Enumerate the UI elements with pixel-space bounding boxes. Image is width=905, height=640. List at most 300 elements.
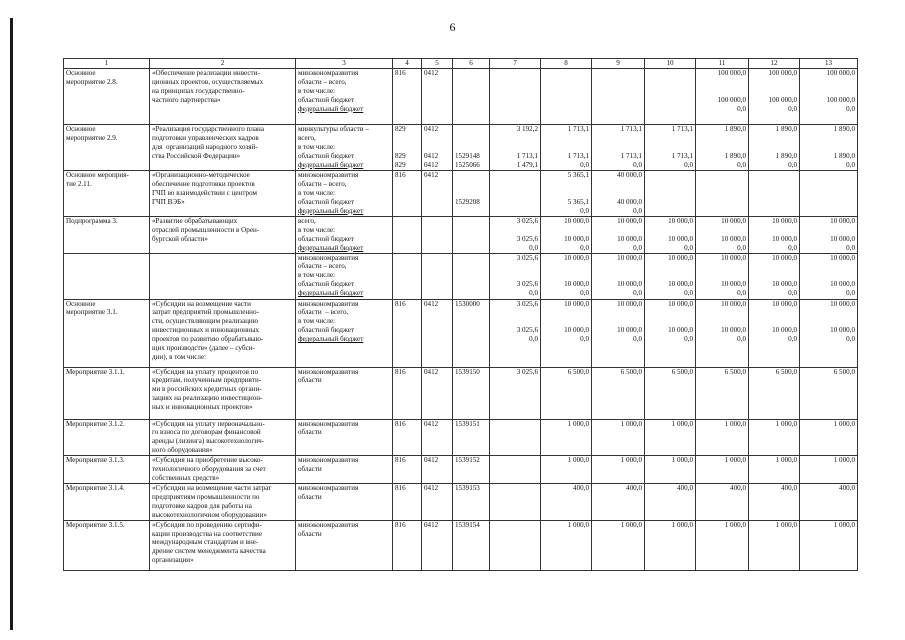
table-cell-col12 bbox=[749, 520, 800, 570]
cell-line: 0,0 bbox=[737, 243, 746, 252]
cell-line: 1 890,0 bbox=[724, 125, 746, 133]
cell-line: 1 000,0 bbox=[567, 520, 589, 529]
cell-line bbox=[455, 125, 487, 134]
cell-line bbox=[455, 189, 487, 198]
table-cell-col2 bbox=[150, 299, 296, 367]
table-cell-col7 bbox=[490, 253, 541, 299]
cell-line: 10 000,0 bbox=[830, 299, 855, 308]
cell-line: областной бюджет bbox=[298, 326, 355, 335]
cell-line: областной бюджет bbox=[298, 95, 355, 104]
table-cell-col11 bbox=[696, 253, 749, 299]
cell-line: «Субсидия на уплату процентов по bbox=[152, 367, 259, 376]
cell-line bbox=[455, 171, 487, 180]
table-cell-col11 bbox=[696, 217, 749, 254]
cell-line: области – всего, bbox=[298, 308, 349, 317]
cell-line bbox=[152, 254, 293, 263]
table-cell-col9 bbox=[592, 69, 645, 125]
cell-line bbox=[802, 134, 855, 143]
cell-line: 10 000,0 bbox=[772, 217, 797, 225]
table-cell-col5 bbox=[422, 69, 453, 125]
cell-line: 0,0 bbox=[846, 104, 855, 113]
cell-line: в том числе: bbox=[298, 142, 335, 151]
cell-line bbox=[594, 226, 642, 235]
cell-line: 3 025,6 bbox=[516, 326, 538, 335]
table-cell-col4 bbox=[393, 484, 422, 521]
cell-line: 0,0 bbox=[529, 289, 538, 298]
cell-line: 0,0 bbox=[580, 243, 589, 252]
cell-line: в том числе: bbox=[298, 188, 335, 197]
cell-line: 829 bbox=[395, 160, 406, 169]
table-cell-col5 bbox=[422, 125, 453, 171]
cell-line bbox=[698, 78, 746, 87]
cell-line: собственных средств» bbox=[152, 473, 220, 482]
table-row bbox=[64, 484, 858, 521]
cell-line: для организаций народного хозяй- bbox=[152, 142, 258, 151]
table-cell-col1 bbox=[64, 484, 150, 521]
table-cell-col12 bbox=[749, 484, 800, 521]
table-cell-col11 bbox=[696, 367, 749, 419]
cell-line: 0412 bbox=[424, 69, 439, 77]
table-cell-col12 bbox=[749, 171, 800, 217]
cell-line bbox=[751, 143, 797, 152]
cell-line: обеспечение подготовки проектов bbox=[152, 179, 255, 188]
table-cell-col6 bbox=[453, 456, 490, 484]
table-cell-col8 bbox=[541, 253, 592, 299]
table-cell-col10 bbox=[645, 520, 696, 570]
cell-line: аренды (лизинга) высокотехнологич- bbox=[152, 437, 265, 446]
cell-line: 400,0 bbox=[781, 484, 797, 493]
table-cell-col10 bbox=[645, 419, 696, 456]
table-cell-col12 bbox=[749, 419, 800, 456]
cell-line: ства Российской Федерации» bbox=[152, 151, 241, 160]
cell-line: 400,0 bbox=[839, 484, 855, 493]
cell-line bbox=[543, 143, 589, 152]
table-cell-col9 bbox=[592, 367, 645, 419]
cell-line bbox=[751, 171, 797, 180]
cell-line bbox=[594, 143, 642, 152]
cell-line: 100 000,0 bbox=[717, 95, 746, 104]
cell-line: 1 000,0 bbox=[724, 456, 746, 465]
table-cell-col5 bbox=[422, 520, 453, 570]
table-cell-col11 bbox=[696, 419, 749, 456]
cell-line bbox=[492, 262, 538, 271]
cell-line: 1539151 bbox=[455, 419, 480, 428]
cell-line: «Субсидии на возмещение части bbox=[152, 299, 251, 308]
cell-line: 0412 bbox=[424, 299, 439, 308]
cell-line: 1 000,0 bbox=[775, 419, 797, 428]
cell-line: в том числе: bbox=[298, 225, 335, 234]
cell-line bbox=[647, 262, 693, 271]
cell-line bbox=[802, 87, 855, 96]
cell-line: 0,0 bbox=[788, 289, 797, 298]
cell-line: 0,0 bbox=[737, 104, 746, 113]
cell-line: 10 000,0 bbox=[617, 299, 642, 308]
cell-line: 829 bbox=[395, 125, 406, 133]
cell-line: 1 000,0 bbox=[620, 419, 642, 428]
table-cell-col10 bbox=[645, 253, 696, 299]
cell-line: 3 025,6 bbox=[516, 217, 538, 225]
cell-line: 816 bbox=[395, 367, 406, 376]
cell-line: 0,0 bbox=[737, 289, 746, 298]
cell-line: 40 000,0 bbox=[617, 171, 642, 179]
table-cell-col7 bbox=[490, 484, 541, 521]
header-cell: 13 bbox=[800, 59, 858, 69]
cell-line: 1 713,1 bbox=[620, 125, 642, 133]
table-cell-col8 bbox=[541, 456, 592, 484]
cell-line bbox=[492, 69, 538, 78]
cell-line: 0412 bbox=[424, 419, 439, 428]
cell-line bbox=[647, 271, 693, 280]
cell-line bbox=[492, 484, 538, 493]
cell-line: области bbox=[298, 529, 322, 538]
table-cell-col12 bbox=[749, 217, 800, 254]
cell-line bbox=[492, 143, 538, 152]
cell-line bbox=[802, 171, 855, 180]
cell-line: 816 bbox=[395, 69, 406, 77]
cell-line: 0,0 bbox=[529, 243, 538, 252]
cell-line: 1 000,0 bbox=[833, 419, 855, 428]
cell-line: кации производства на соответствие bbox=[152, 529, 262, 538]
cell-line: 1 713,1 bbox=[671, 151, 693, 160]
header-cell: 11 bbox=[696, 59, 749, 69]
table-cell-col6 bbox=[453, 419, 490, 456]
cell-line: бургской области» bbox=[152, 234, 208, 243]
cell-line: 1 000,0 bbox=[671, 419, 693, 428]
table-cell-col13 bbox=[800, 217, 858, 254]
cell-line bbox=[802, 308, 855, 317]
table-cell-col7 bbox=[490, 456, 541, 484]
cell-line: 1 000,0 bbox=[671, 456, 693, 465]
cell-line bbox=[424, 143, 450, 152]
cell-line: 0,0 bbox=[580, 206, 589, 215]
cell-line: минэкономразвития bbox=[298, 253, 359, 262]
budget-table bbox=[63, 58, 858, 571]
table-cell-col12 bbox=[749, 299, 800, 367]
cell-line: 1530000 bbox=[455, 299, 480, 308]
cell-line: минэкономразвития bbox=[298, 171, 359, 179]
cell-line: 6 500,0 bbox=[833, 367, 855, 376]
cell-line: зациях на реализацию инвестицион- bbox=[152, 394, 263, 403]
cell-line: 400,0 bbox=[677, 484, 693, 493]
table-cell-col7 bbox=[490, 299, 541, 367]
cell-line: «Субсидия на приобретение высоко- bbox=[152, 456, 263, 465]
cell-line bbox=[751, 226, 797, 235]
cell-line: 0,0 bbox=[846, 160, 855, 169]
table-cell-col4 bbox=[393, 299, 422, 367]
cell-line: минкультуры области – bbox=[298, 125, 369, 133]
cell-line: отраслей промышленности в Орен- bbox=[152, 225, 260, 234]
cell-line: 0,0 bbox=[684, 289, 693, 298]
cell-line: 1 713,1 bbox=[620, 151, 642, 160]
cell-line bbox=[698, 308, 746, 317]
cell-line: 0412 bbox=[424, 160, 439, 169]
table-cell-col9 bbox=[592, 299, 645, 367]
table-cell-col10 bbox=[645, 217, 696, 254]
cell-line: 0,0 bbox=[633, 243, 642, 252]
table-cell-col1 bbox=[64, 456, 150, 484]
cell-line: 100 000,0 bbox=[826, 69, 855, 77]
table-cell-col4 bbox=[393, 125, 422, 171]
table-cell-col8 bbox=[541, 419, 592, 456]
table-cell-col2 bbox=[150, 171, 296, 217]
table-cell-col11 bbox=[696, 125, 749, 171]
cell-line: 3 025,6 bbox=[516, 234, 538, 243]
table-cell-col10 bbox=[645, 299, 696, 367]
table-cell-col8 bbox=[541, 125, 592, 171]
table-cell-col13 bbox=[800, 171, 858, 217]
table-cell-col9 bbox=[592, 520, 645, 570]
cell-line: 816 bbox=[395, 299, 406, 308]
cell-line: 0412 bbox=[424, 171, 439, 179]
table-cell-col1 bbox=[64, 419, 150, 456]
cell-line: «Обеспечение реализации инвести- bbox=[152, 69, 260, 77]
cell-line: 0,0 bbox=[633, 160, 642, 169]
cell-line: 10 000,0 bbox=[721, 280, 746, 289]
cell-line bbox=[698, 262, 746, 271]
cell-line: «Субсидия по проведению сертифи- bbox=[152, 520, 262, 529]
table-cell-col2 bbox=[150, 484, 296, 521]
cell-line bbox=[751, 317, 797, 326]
cell-line: 6 500,0 bbox=[775, 367, 797, 376]
cell-line bbox=[543, 226, 589, 235]
table-cell-col6 bbox=[453, 520, 490, 570]
header-cell: 8 bbox=[541, 59, 592, 69]
cell-line: 3 025,6 bbox=[516, 253, 538, 262]
header-cell: 9 bbox=[592, 59, 645, 69]
cell-line: мероприятие 2.8. bbox=[66, 77, 118, 86]
table-cell-col9 bbox=[592, 125, 645, 171]
header-cell: 1 bbox=[64, 59, 150, 69]
cell-line: 10 000,0 bbox=[564, 326, 589, 335]
table-cell-col4 bbox=[393, 69, 422, 125]
cell-line: 10 000,0 bbox=[772, 253, 797, 262]
cell-line: 10 000,0 bbox=[772, 299, 797, 308]
cell-line: 1 890,0 bbox=[833, 151, 855, 160]
table-cell-col13 bbox=[800, 520, 858, 570]
table-cell-col1 bbox=[64, 253, 150, 299]
cell-line: 0,0 bbox=[788, 335, 797, 344]
table-cell-col11 bbox=[696, 69, 749, 125]
cell-line: минэкономразвития bbox=[298, 299, 359, 308]
cell-line: ционных проектов, осуществляемых bbox=[152, 77, 264, 86]
cell-line: в том числе: bbox=[298, 317, 335, 326]
cell-line bbox=[698, 271, 746, 280]
cell-line: федеральный бюджет bbox=[298, 243, 364, 252]
cell-line: в том числе: bbox=[298, 86, 335, 95]
cell-line: 10 000,0 bbox=[721, 326, 746, 335]
table-cell-col5 bbox=[422, 456, 453, 484]
cell-line bbox=[543, 189, 589, 198]
cell-line: щих производств» (далее – субси- bbox=[152, 344, 255, 353]
cell-line: федеральный бюджет bbox=[298, 160, 364, 169]
cell-line: «Реализация государственного плана bbox=[152, 125, 265, 133]
cell-line: 0,0 bbox=[788, 243, 797, 252]
cell-line: областной бюджет bbox=[298, 234, 355, 243]
cell-line: Основное мероприя- bbox=[66, 171, 129, 179]
cell-line: ГЧП во взаимодействии с центром bbox=[152, 188, 257, 197]
table-row bbox=[64, 367, 858, 419]
table-cell-col12 bbox=[749, 367, 800, 419]
table-row bbox=[64, 419, 858, 456]
cell-line: 0,0 bbox=[684, 160, 693, 169]
cell-line: 1539153 bbox=[455, 484, 480, 493]
cell-line bbox=[751, 87, 797, 96]
cell-line: «Субсидии на возмещение части затрат bbox=[152, 484, 272, 493]
header-cell: 10 bbox=[645, 59, 696, 69]
header-cell: 4 bbox=[393, 59, 422, 69]
cell-line: 0,0 bbox=[633, 206, 642, 215]
cell-line: 1 890,0 bbox=[833, 125, 855, 133]
cell-line: 10 000,0 bbox=[564, 234, 589, 243]
cell-line: 100 000,0 bbox=[717, 69, 746, 77]
cell-line: мероприятие 3.1. bbox=[66, 308, 118, 317]
cell-line: 40 000,0 bbox=[617, 197, 642, 206]
cell-line: 10 000,0 bbox=[721, 217, 746, 225]
table-cell-col3 bbox=[296, 125, 393, 171]
cell-line: частного партнерства» bbox=[152, 95, 221, 104]
table-cell-col11 bbox=[696, 456, 749, 484]
table-cell-col9 bbox=[592, 456, 645, 484]
cell-line bbox=[543, 262, 589, 271]
cell-line bbox=[395, 143, 419, 152]
table-cell-col7 bbox=[490, 171, 541, 217]
cell-line: 1 000,0 bbox=[671, 520, 693, 529]
header-cell: 6 bbox=[453, 59, 490, 69]
cell-line bbox=[751, 78, 797, 87]
cell-line: 100 000,0 bbox=[826, 95, 855, 104]
cell-line: 10 000,0 bbox=[830, 217, 855, 225]
cell-line: 10 000,0 bbox=[668, 217, 693, 225]
cell-line: Подпрограмма 3. bbox=[66, 217, 118, 225]
cell-line: сти, осуществляющим реализацию bbox=[152, 317, 259, 326]
cell-line: 1 713,1 bbox=[516, 151, 538, 160]
table-cell-col3 bbox=[296, 419, 393, 456]
cell-line: 0,0 bbox=[684, 243, 693, 252]
cell-line: 0,0 bbox=[529, 335, 538, 344]
cell-line bbox=[698, 87, 746, 96]
cell-line: 816 bbox=[395, 484, 406, 493]
table-cell-col13 bbox=[800, 367, 858, 419]
cell-line: 10 000,0 bbox=[617, 280, 642, 289]
table-cell-col1 bbox=[64, 367, 150, 419]
table-cell-col1 bbox=[64, 171, 150, 217]
cell-line: высокотехнологичном оборудовании» bbox=[152, 510, 267, 519]
cell-line: мероприятие 2.9. bbox=[66, 133, 118, 142]
table-cell-col13 bbox=[800, 253, 858, 299]
cell-line: федеральный бюджет bbox=[298, 289, 364, 298]
table-cell-col12 bbox=[749, 125, 800, 171]
table-cell-col1 bbox=[64, 125, 150, 171]
cell-line: 1 713,1 bbox=[567, 125, 589, 133]
table-cell-col4 bbox=[393, 456, 422, 484]
cell-line bbox=[455, 143, 487, 152]
cell-line: 6 500,0 bbox=[671, 367, 693, 376]
cell-line: дии), в том числе: bbox=[152, 352, 207, 361]
cell-line: 816 bbox=[395, 520, 406, 529]
cell-line: 100 000,0 bbox=[768, 95, 797, 104]
table-cell-col5 bbox=[422, 299, 453, 367]
cell-line bbox=[424, 217, 450, 226]
table-cell-col10 bbox=[645, 171, 696, 217]
cell-line: 0,0 bbox=[846, 335, 855, 344]
table-cell-col8 bbox=[541, 69, 592, 125]
header-cell: 5 bbox=[422, 59, 453, 69]
cell-line: 10 000,0 bbox=[617, 326, 642, 335]
cell-line: ных и инновационных проектов» bbox=[152, 403, 253, 412]
cell-line: «Развитие обрабатывающих bbox=[152, 217, 238, 225]
table-cell-col9 bbox=[592, 419, 645, 456]
cell-line: 0,0 bbox=[580, 289, 589, 298]
table-cell-col1 bbox=[64, 69, 150, 125]
cell-line: подготовки управленческих кадров bbox=[152, 133, 259, 142]
cell-line bbox=[802, 271, 855, 280]
cell-line bbox=[594, 189, 642, 198]
table-cell-col7 bbox=[490, 125, 541, 171]
cell-line: 1 479,1 bbox=[516, 160, 538, 169]
cell-line: подготовке кадров для работы на bbox=[152, 501, 252, 510]
cell-line bbox=[802, 78, 855, 87]
cell-line: 10 000,0 bbox=[564, 217, 589, 225]
table-row bbox=[64, 456, 858, 484]
cell-line: 1 000,0 bbox=[724, 419, 746, 428]
table-row bbox=[64, 125, 858, 171]
cell-line bbox=[594, 69, 642, 78]
cell-line bbox=[543, 180, 589, 189]
cell-line bbox=[455, 69, 487, 78]
cell-line: 1529208 bbox=[455, 197, 480, 206]
header-cell: 2 bbox=[150, 59, 296, 69]
cell-line: го взноса по договорам финансовой bbox=[152, 428, 261, 437]
cell-line: 1 000,0 bbox=[833, 520, 855, 529]
table-cell-col1 bbox=[64, 520, 150, 570]
cell-line: 10 000,0 bbox=[668, 299, 693, 308]
table-cell-col2 bbox=[150, 125, 296, 171]
cell-line: в том числе: bbox=[298, 271, 335, 280]
table-cell-col5 bbox=[422, 484, 453, 521]
cell-line: проектов по развитию обрабатываю- bbox=[152, 335, 264, 344]
table-cell-col11 bbox=[696, 299, 749, 367]
cell-line: тие 2.11. bbox=[66, 179, 92, 188]
cell-line: 10 000,0 bbox=[830, 234, 855, 243]
table-cell-col13 bbox=[800, 299, 858, 367]
cell-line: 0,0 bbox=[788, 160, 797, 169]
cell-line bbox=[594, 262, 642, 271]
table-cell-col3 bbox=[296, 520, 393, 570]
cell-line: 10 000,0 bbox=[564, 280, 589, 289]
cell-line: области – всего, bbox=[298, 262, 347, 271]
table-cell-col5 bbox=[422, 419, 453, 456]
table-row bbox=[64, 299, 858, 367]
table-cell-col3 bbox=[296, 367, 393, 419]
cell-line bbox=[455, 207, 487, 216]
cell-line: 10 000,0 bbox=[668, 280, 693, 289]
table-cell-col4 bbox=[393, 171, 422, 217]
cell-line: области bbox=[298, 428, 322, 437]
table-cell-col5 bbox=[422, 217, 453, 254]
cell-line bbox=[698, 317, 746, 326]
cell-line: 1 000,0 bbox=[567, 419, 589, 428]
cell-line: 6 500,0 bbox=[620, 367, 642, 376]
table-cell-col13 bbox=[800, 125, 858, 171]
cell-line: 0,0 bbox=[846, 243, 855, 252]
cell-line: 0,0 bbox=[633, 335, 642, 344]
cell-line: 0,0 bbox=[737, 335, 746, 344]
cell-line: 1 000,0 bbox=[620, 456, 642, 465]
cell-line: 829 bbox=[395, 151, 406, 160]
table-cell-col13 bbox=[800, 69, 858, 125]
cell-line bbox=[492, 134, 538, 143]
table-row bbox=[64, 253, 858, 299]
